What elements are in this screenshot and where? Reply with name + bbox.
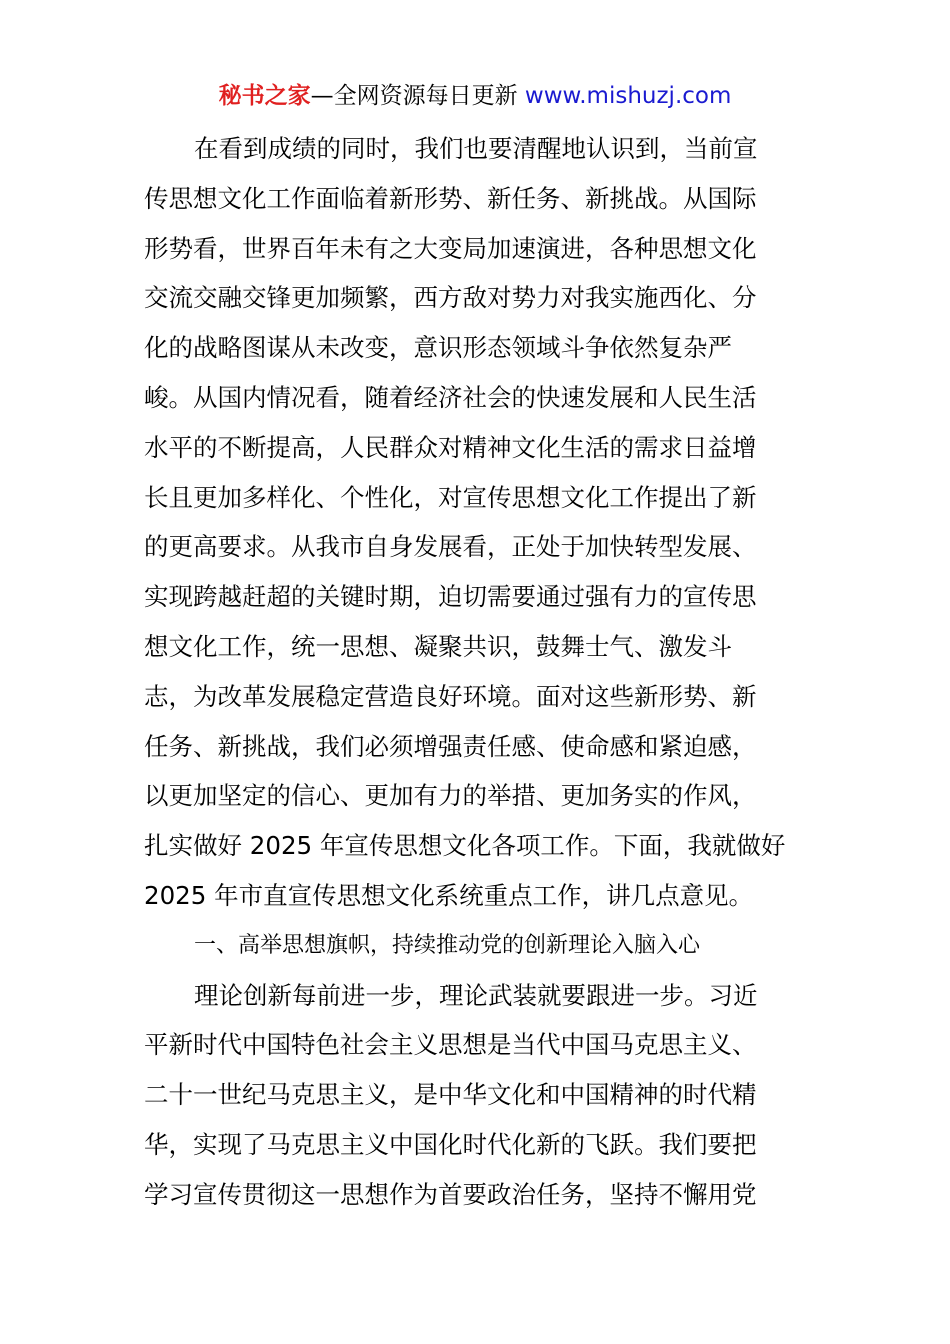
text-line: 任务、新挑战，我们必须增强责任感、使命感和紧迫感， — [144, 731, 757, 761]
text-line: 华，实现了马克思主义中国化时代化新的飞跃。我们要把 — [144, 1129, 757, 1159]
text-line: 峻。从国内情况看，随着经济社会的快速发展和人民生活 — [144, 382, 757, 412]
text-line: 交流交融交锋更加频繁，西方敌对势力对我实施西化、分 — [144, 283, 757, 313]
text-line: 形势看，世界百年未有之大变局加速演进，各种思想文化 — [144, 233, 757, 263]
text-line: 以更加坚定的信心、更加有力的举措、更加务实的作风， — [144, 781, 757, 811]
text-line: 扎实做好 2025 年宣传思想文化各项工作。下面，我就做好 — [144, 831, 786, 861]
text-line: 理论创新每前进一步，理论武装就要跟进一步。习近 — [194, 980, 758, 1010]
section-heading: 一、高举思想旗帜，持续推动党的创新理论入脑入心 — [194, 932, 701, 958]
text-line: 学习宣传贯彻这一思想作为首要政治任务，坚持不懈用党 — [144, 1179, 757, 1209]
text-line: 想文化工作，统一思想、凝聚共识，鼓舞士气、激发斗 — [144, 631, 732, 661]
text-line: 平新时代中国特色社会主义思想是当代中国马克思主义、 — [144, 1030, 757, 1060]
text-line: 的更高要求。从我市自身发展看，正处于加快转型发展、 — [144, 532, 757, 562]
text-line: 实现跨越赶超的关键时期，迫切需要通过强有力的宣传思 — [144, 582, 757, 612]
document-body — [144, 124, 808, 1220]
text-line: 在看到成绩的同时，我们也要清醒地认识到，当前宣 — [194, 134, 758, 163]
text-line: 化的战略图谋从未改变，意识形态领域斗争依然复杂严 — [144, 333, 732, 363]
text-line: 志，为改革发展稳定营造良好环境。面对这些新形势、新 — [144, 681, 757, 711]
text-line: 长且更加多样化、个性化，对宣传思想文化工作提出了新 — [144, 482, 757, 512]
text-line: 水平的不断提高，人民群众对精神文化生活的需求日益增 — [144, 432, 757, 462]
text-line: 传思想文化工作面临着新形势、新任务、新挑战。从国际 — [144, 183, 757, 213]
header-tagline: —全网资源每日更新 — [310, 83, 525, 109]
text-line: 2025 年市直宣传思想文化系统重点工作，讲几点意见。 — [144, 880, 754, 910]
site-url: www.mishuzj.com — [524, 83, 732, 109]
text-line: 二十一世纪马克思主义，是中华文化和中国精神的时代精 — [144, 1080, 757, 1110]
brand-name: 秘书之家 — [218, 83, 311, 109]
site-header — [0, 80, 950, 112]
